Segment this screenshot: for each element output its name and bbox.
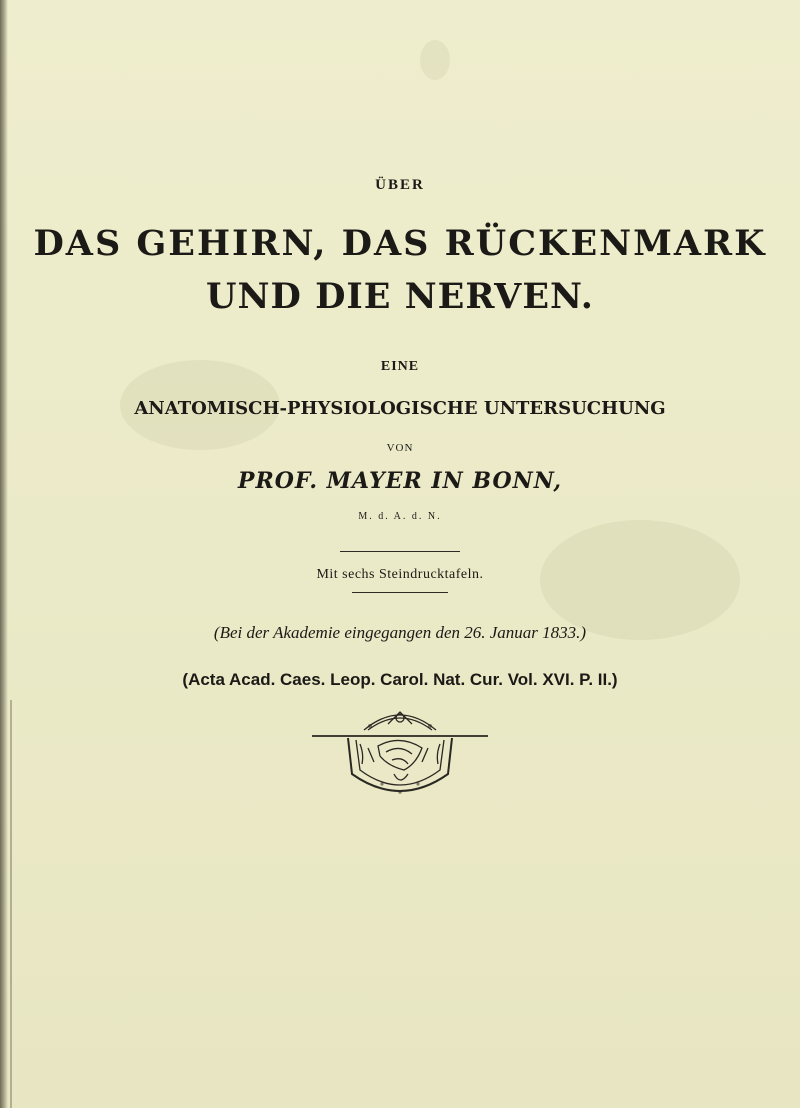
page-binding-edge [0, 0, 8, 1108]
academy-seal-icon [308, 704, 492, 800]
divider-rule [352, 592, 448, 593]
subtitle-prefix: EINE [380, 359, 420, 374]
journal-reference: (Acta Acad. Caes. Leop. Carol. Nat. Cur. Vol. XVI. P. II.) [182, 670, 618, 689]
page-edge-line [10, 700, 12, 1108]
title-over: ÜBER [375, 177, 425, 193]
author-name: PROF. MAYER IN BONN, [237, 468, 563, 494]
main-title-line-1: DAS GEHIRN, DAS RÜCKENMARK [33, 223, 767, 264]
by-label: VON [386, 442, 414, 454]
divider-rule [340, 551, 460, 552]
subtitle: ANATOMISCH-PHYSIOLOGISCHE UNTERSUCHUNG [134, 398, 666, 419]
author-degree: M. d. A. d. N. [358, 511, 442, 522]
main-title-line-2: UND DIE NERVEN. [206, 276, 594, 317]
illustrations-note: Mit sechs Steindrucktafeln. [316, 567, 484, 582]
received-note: (Bei der Akademie eingegangen den 26. Januar 1833.) [213, 623, 587, 642]
paper-stain [420, 40, 450, 80]
